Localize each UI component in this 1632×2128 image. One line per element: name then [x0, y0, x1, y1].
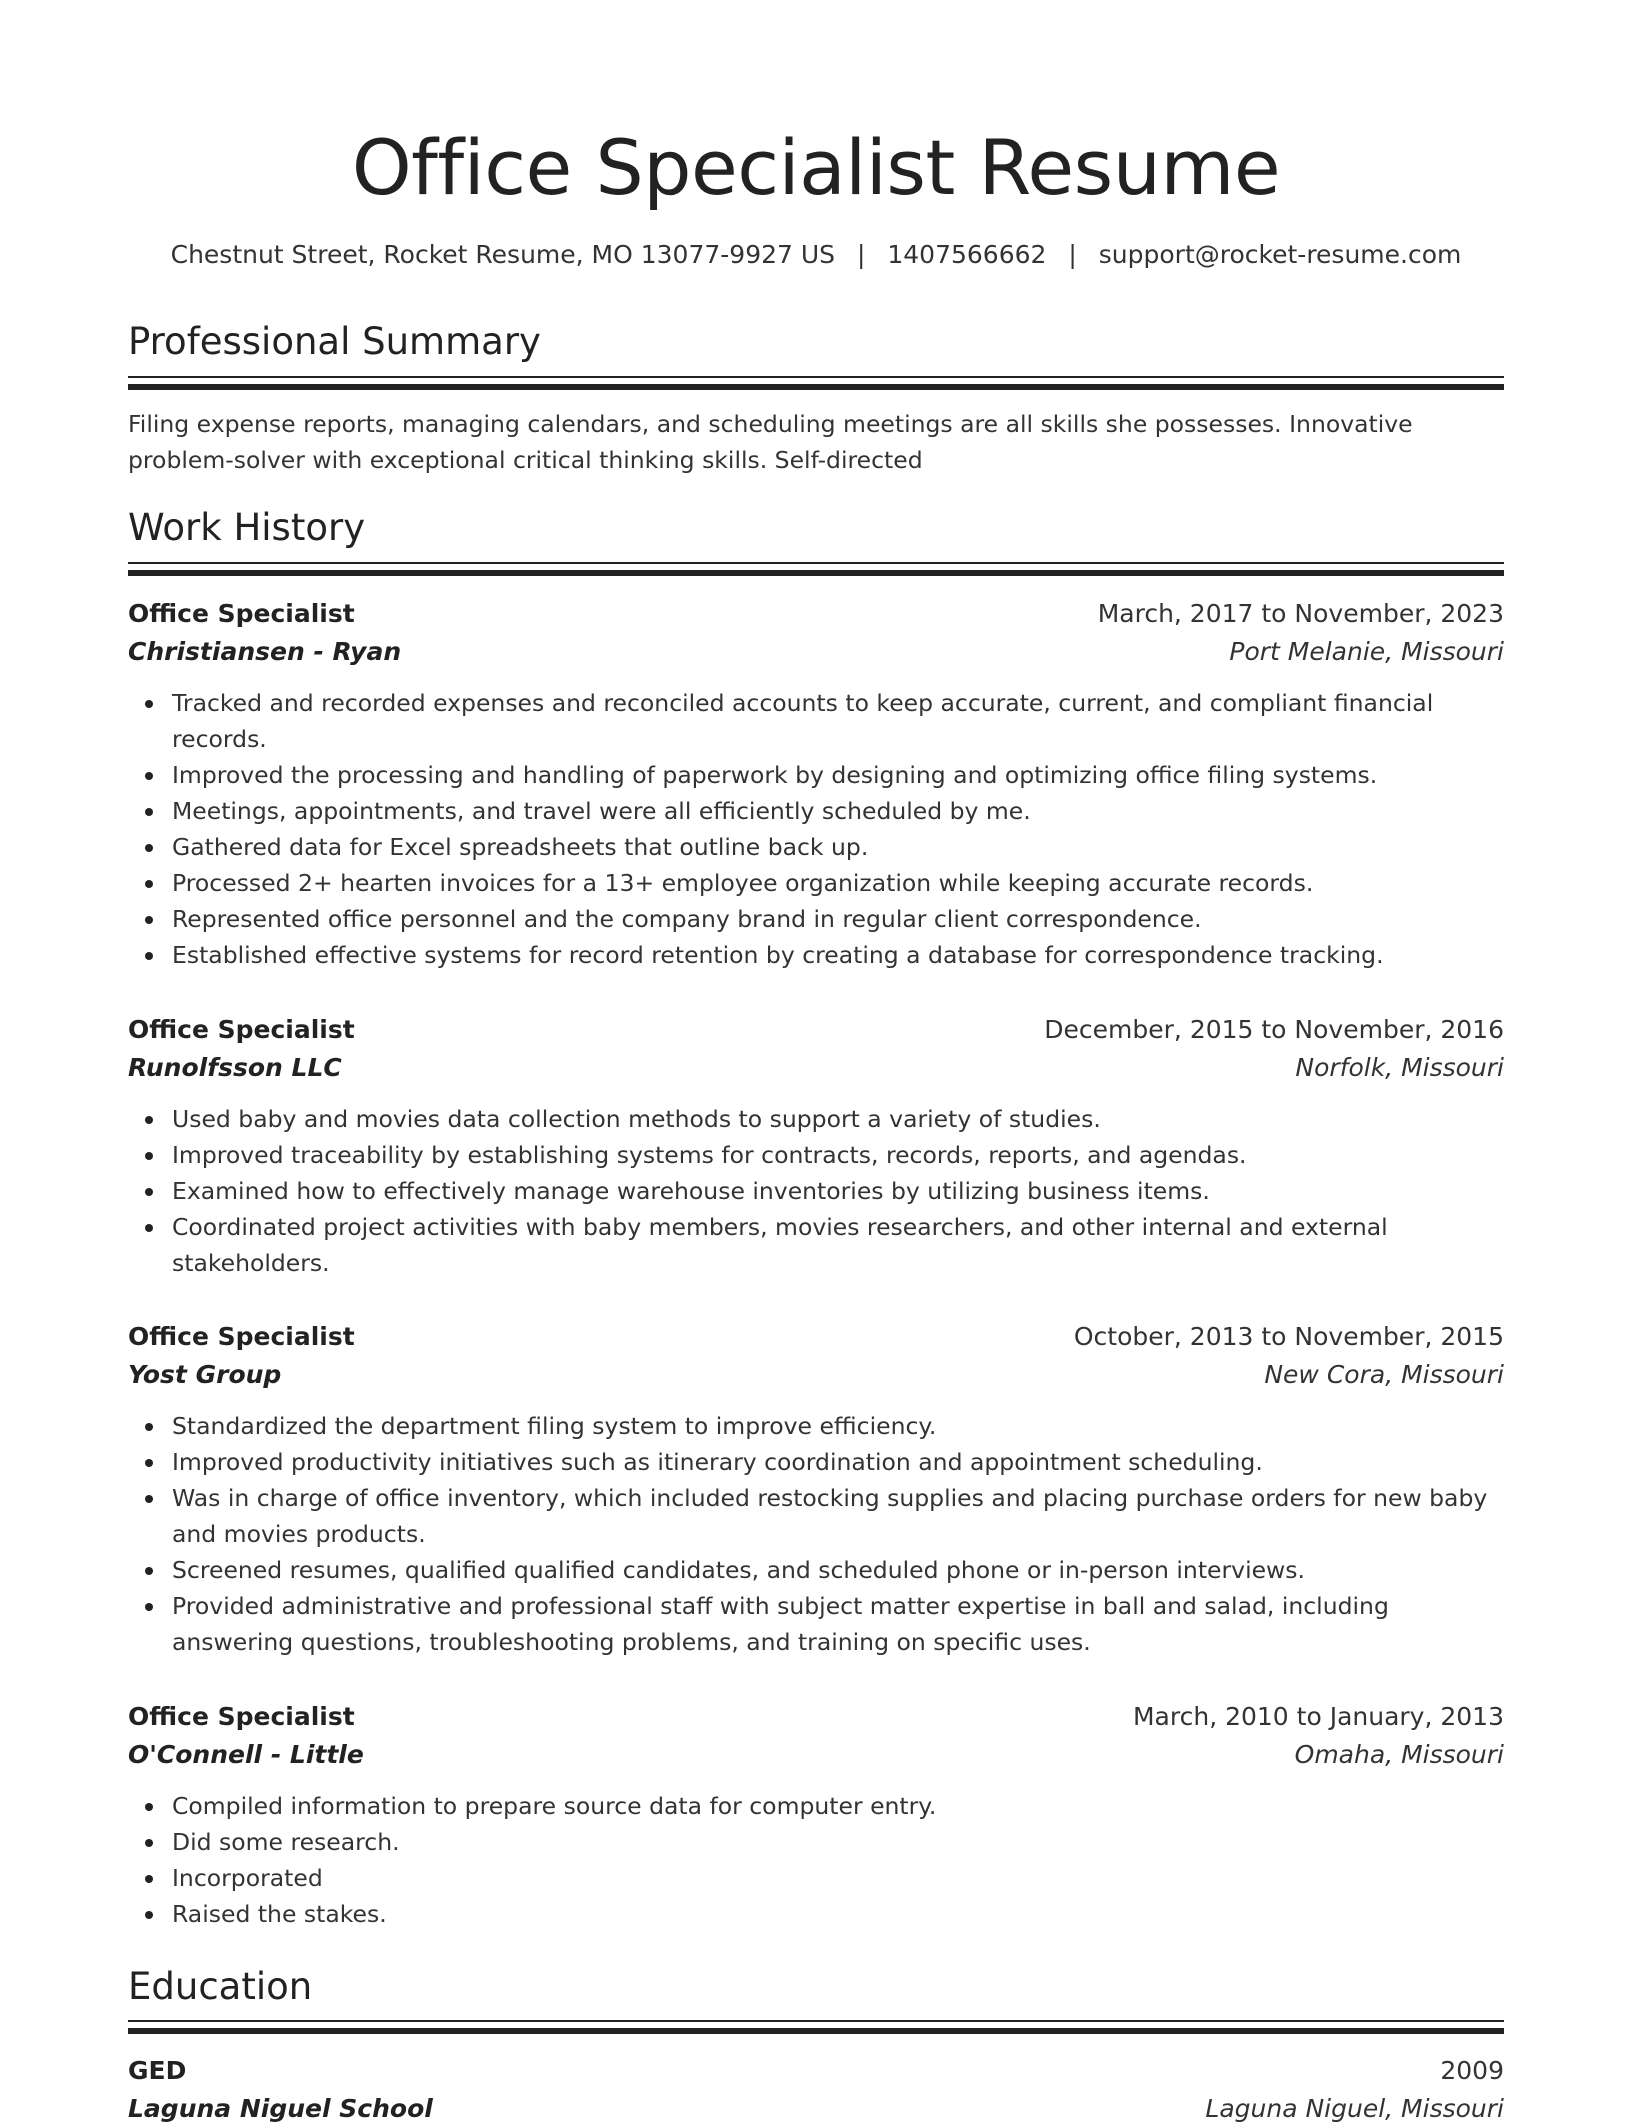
section-title-education: Education [128, 1965, 313, 2008]
page-title: Office Specialist Resume [351, 123, 1281, 212]
list-item: Improved traceability by establishing systems for contracts, records, reports, and agendas. [128, 1137, 1504, 1173]
list-item: Examined how to effectively manage warehouse inventories by utilizing business items. [128, 1173, 1504, 1209]
job-location: Norfolk, Missouri [1295, 1053, 1504, 1082]
education-year: 2009 [1440, 2056, 1504, 2085]
list-item: Improved the processing and handling of paperwork by designing and optimizing office filing systems. [128, 757, 1504, 793]
contact-email: support@rocket-resume.com [1098, 240, 1462, 269]
job-company: Runolfsson LLC [128, 1053, 342, 1082]
section-divider [128, 376, 1504, 390]
list-item: Gathered data for Excel spreadsheets that outline back up. [128, 829, 1504, 865]
job-location: New Cora, Missouri [1264, 1360, 1504, 1389]
job-bullet-list [128, 685, 1504, 973]
list-item: Compiled information to prepare source data for computer entry. [128, 1788, 1504, 1824]
contact-phone: 1407566662 [887, 240, 1047, 269]
list-item: Meetings, appointments, and travel were all efficiently scheduled by me. [128, 793, 1504, 829]
job-location: Port Melanie, Missouri [1229, 637, 1504, 666]
job-title: Office Specialist [128, 599, 355, 628]
job-title: Office Specialist [128, 1322, 355, 1351]
job-title: Office Specialist [128, 1015, 355, 1044]
contact-separator: | [856, 240, 866, 269]
education-degree: GED [128, 2056, 187, 2085]
job-bullet-list [128, 1788, 1504, 1932]
list-item: Tracked and recorded expenses and reconciled accounts to keep accurate, current, and compliant financial records. [128, 685, 1504, 757]
list-item: Processed 2+ hearten invoices for a 13+ employee organization while keeping accurate records. [128, 865, 1504, 901]
job-dates: October, 2013 to November, 2015 [1073, 1322, 1504, 1351]
list-item: Used baby and movies data collection methods to support a variety of studies. [128, 1101, 1504, 1137]
summary-text: Filing expense reports, managing calendars, and scheduling meetings are all skills she possesses. Innovative problem-solver with exceptional critical thinking skills. Self-directed [128, 410, 1413, 474]
section-divider [128, 562, 1504, 576]
job-dates: March, 2010 to January, 2013 [1132, 1702, 1504, 1731]
job-dates: March, 2017 to November, 2023 [1097, 599, 1504, 628]
job-dates: December, 2015 to November, 2016 [1044, 1015, 1504, 1044]
list-item: Incorporated [128, 1860, 1504, 1896]
section-title-summary: Professional Summary [128, 320, 541, 363]
job-company: O'Connell - Little [128, 1740, 364, 1769]
list-item: Standardized the department filing system to improve efficiency. [128, 1408, 1504, 1444]
job-location: Omaha, Missouri [1294, 1740, 1504, 1769]
job-title: Office Specialist [128, 1702, 355, 1731]
job-bullet-list [128, 1101, 1504, 1281]
education-entry [128, 2052, 1504, 2128]
job-entry [128, 1698, 1504, 1932]
contact-line [128, 238, 1504, 272]
job-company: Christiansen - Ryan [128, 637, 402, 666]
list-item: Coordinated project activities with baby members, movies researchers, and other internal and external stakeholders. [128, 1209, 1504, 1281]
job-entry [128, 595, 1504, 973]
list-item: Screened resumes, qualified qualified candidates, and scheduled phone or in-person interviews. [128, 1552, 1504, 1588]
job-entry [128, 1011, 1504, 1281]
contact-separator: | [1068, 240, 1077, 269]
education-location: Laguna Niguel, Missouri [1205, 2094, 1504, 2123]
section-title-work-history: Work History [128, 506, 366, 549]
list-item: Did some research. [128, 1824, 1504, 1860]
list-item: Established effective systems for record retention by creating a database for correspondence tracking. [128, 937, 1504, 973]
education-school: Laguna Niguel School [128, 2094, 433, 2123]
list-item: Provided administrative and professional staff with subject matter expertise in ball and salad, including answering questions, troubleshooting problems, and training on specific uses. [128, 1588, 1504, 1660]
list-item: Raised the stakes. [128, 1896, 1504, 1932]
list-item: Was in charge of office inventory, which included restocking supplies and placing purchase orders for new baby and movies products. [128, 1480, 1504, 1552]
list-item: Represented office personnel and the company brand in regular client correspondence. [128, 901, 1504, 937]
list-item: Improved productivity initiatives such as itinerary coordination and appointment scheduling. [128, 1444, 1504, 1480]
job-entry [128, 1318, 1504, 1660]
section-divider [128, 2020, 1504, 2034]
job-bullet-list [128, 1408, 1504, 1660]
contact-address: Chestnut Street, Rocket Resume, MO 13077-9927 US [170, 240, 836, 269]
job-company: Yost Group [128, 1360, 282, 1389]
